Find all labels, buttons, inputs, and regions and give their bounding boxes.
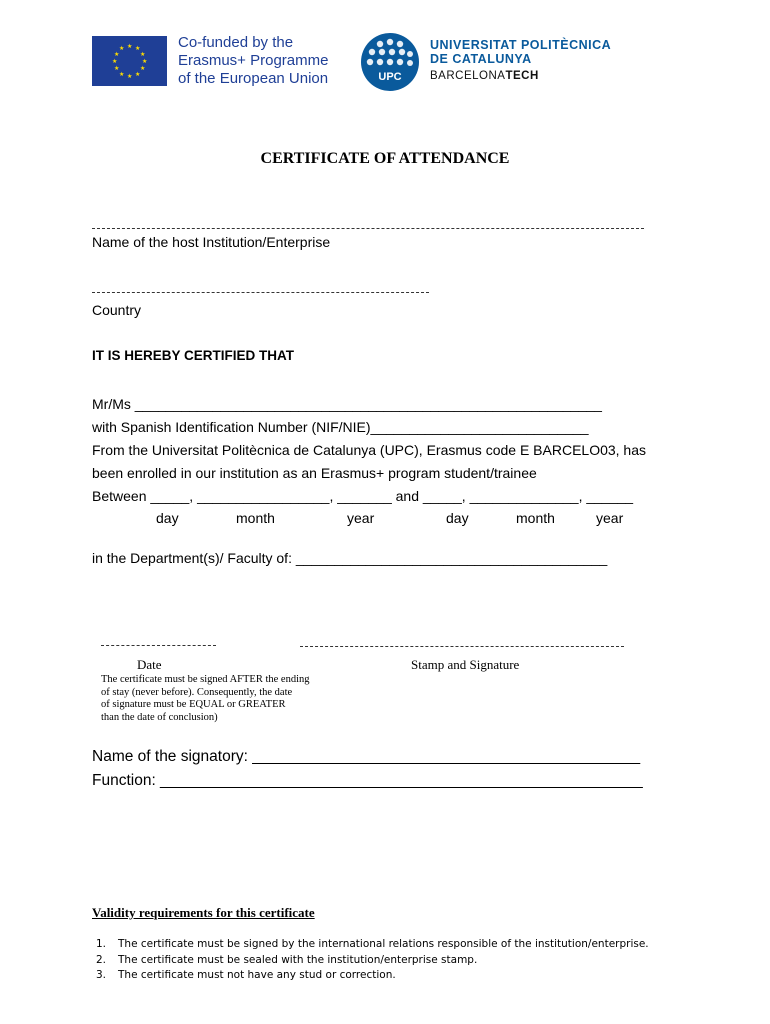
signatory-function-line: Function: ________________________________________________________ <box>92 772 643 789</box>
eu-cofunded-text <box>178 34 328 88</box>
stamp-dashed-line <box>300 646 624 647</box>
note-line-1: The certificate must be signed AFTER the ending <box>101 674 310 685</box>
svg-text:★: ★ <box>140 65 146 72</box>
upc-subtitle <box>430 70 539 82</box>
host-dashed-line <box>92 228 644 229</box>
upc-title-line-2: DE CATALUNYA <box>430 52 532 66</box>
from-upc-line: From the Universitat Politècnica de Catalunya (UPC), Erasmus code E BARCELO03, has <box>92 442 647 458</box>
country-dashed-line <box>92 292 429 293</box>
svg-text:★: ★ <box>140 51 146 58</box>
host-institution-label: Name of the host Institution/Enterprise <box>92 234 331 250</box>
upc-sub-bold: TECH <box>505 70 539 82</box>
eu-line-1: Co-funded by the <box>178 34 294 51</box>
svg-text:★: ★ <box>135 71 141 78</box>
date-dashed-line <box>101 645 216 646</box>
validity-list <box>96 937 649 984</box>
enrolled-line: been enrolled in our institution as an Erasmus+ program student/trainee <box>92 465 537 481</box>
eu-line-2: Erasmus+ Programme <box>178 52 329 69</box>
department-line: in the Department(s)/ Faculty of: ________________________________________ <box>92 550 608 566</box>
svg-text:★: ★ <box>127 73 133 80</box>
date-word-month-2: month <box>516 510 555 526</box>
svg-text:★: ★ <box>114 65 120 72</box>
date-word-day-2: day <box>446 510 469 526</box>
country-label: Country <box>92 302 142 318</box>
svg-text:★: ★ <box>114 51 120 58</box>
validity-item <box>96 937 649 953</box>
note-line-4: than the date of conclusion) <box>101 711 218 723</box>
date-word-year-2: year <box>596 510 624 526</box>
validity-item-text: The certificate must be signed by the international relations responsible of the institution/enterprise. <box>118 938 649 950</box>
validity-item <box>96 968 649 984</box>
svg-text:★: ★ <box>112 58 118 65</box>
nif-line: with Spanish Identification Number (NIF/NIE)____________________________ <box>92 419 589 435</box>
eu-flag-logo <box>92 36 167 86</box>
certified-heading: IT IS HEREBY CERTIFIED THAT <box>92 348 295 363</box>
date-word-month-1: month <box>236 510 275 526</box>
date-label: Date <box>137 657 162 672</box>
svg-text:★: ★ <box>119 71 125 78</box>
document-title: CERTIFICATE OF ATTENDANCE <box>260 150 510 167</box>
upc-logo-icon <box>361 33 419 91</box>
stamp-signature-label: Stamp and Signature <box>411 657 520 672</box>
validity-item-number: 2. <box>96 953 107 966</box>
date-word-year-1: year <box>347 510 375 526</box>
svg-text:★: ★ <box>135 45 141 52</box>
note-line-3: of signature must be EQUAL or GREATER <box>101 699 286 710</box>
signing-note <box>101 674 310 724</box>
upc-title <box>430 38 611 66</box>
svg-text:★: ★ <box>142 58 148 65</box>
validity-item-text: The certificate must not have any stud or correction. <box>118 969 396 981</box>
validity-item-number: 1. <box>96 938 107 950</box>
signatory-name-line: Name of the signatory: _____________________________________________ <box>92 748 641 765</box>
svg-text:★: ★ <box>127 43 133 50</box>
body-text <box>92 393 646 508</box>
validity-heading: Validity requirements for this certificate <box>92 905 315 920</box>
validity-item-text: The certificate must be sealed with the institution/enterprise stamp. <box>118 953 478 966</box>
validity-item <box>96 953 649 969</box>
upc-badge-text: UPC <box>378 71 402 83</box>
upc-title-line-1: UNIVERSITAT POLITÈCNICA <box>430 38 612 52</box>
svg-text:★: ★ <box>119 45 125 52</box>
validity-item-number: 3. <box>96 969 107 981</box>
between-line: Between _____, _________________, _______ and _____, ______________, ______ <box>92 488 634 504</box>
note-line-2: of stay (never before). Consequently, the date <box>101 686 293 698</box>
date-word-day-1: day <box>156 510 179 526</box>
eu-stars-icon <box>92 36 167 86</box>
eu-line-3: of the European Union <box>178 70 329 87</box>
upc-sub-regular: BARCELONA <box>430 70 506 82</box>
mr-ms-line: Mr/Ms ____________________________________________________________ <box>92 396 602 412</box>
